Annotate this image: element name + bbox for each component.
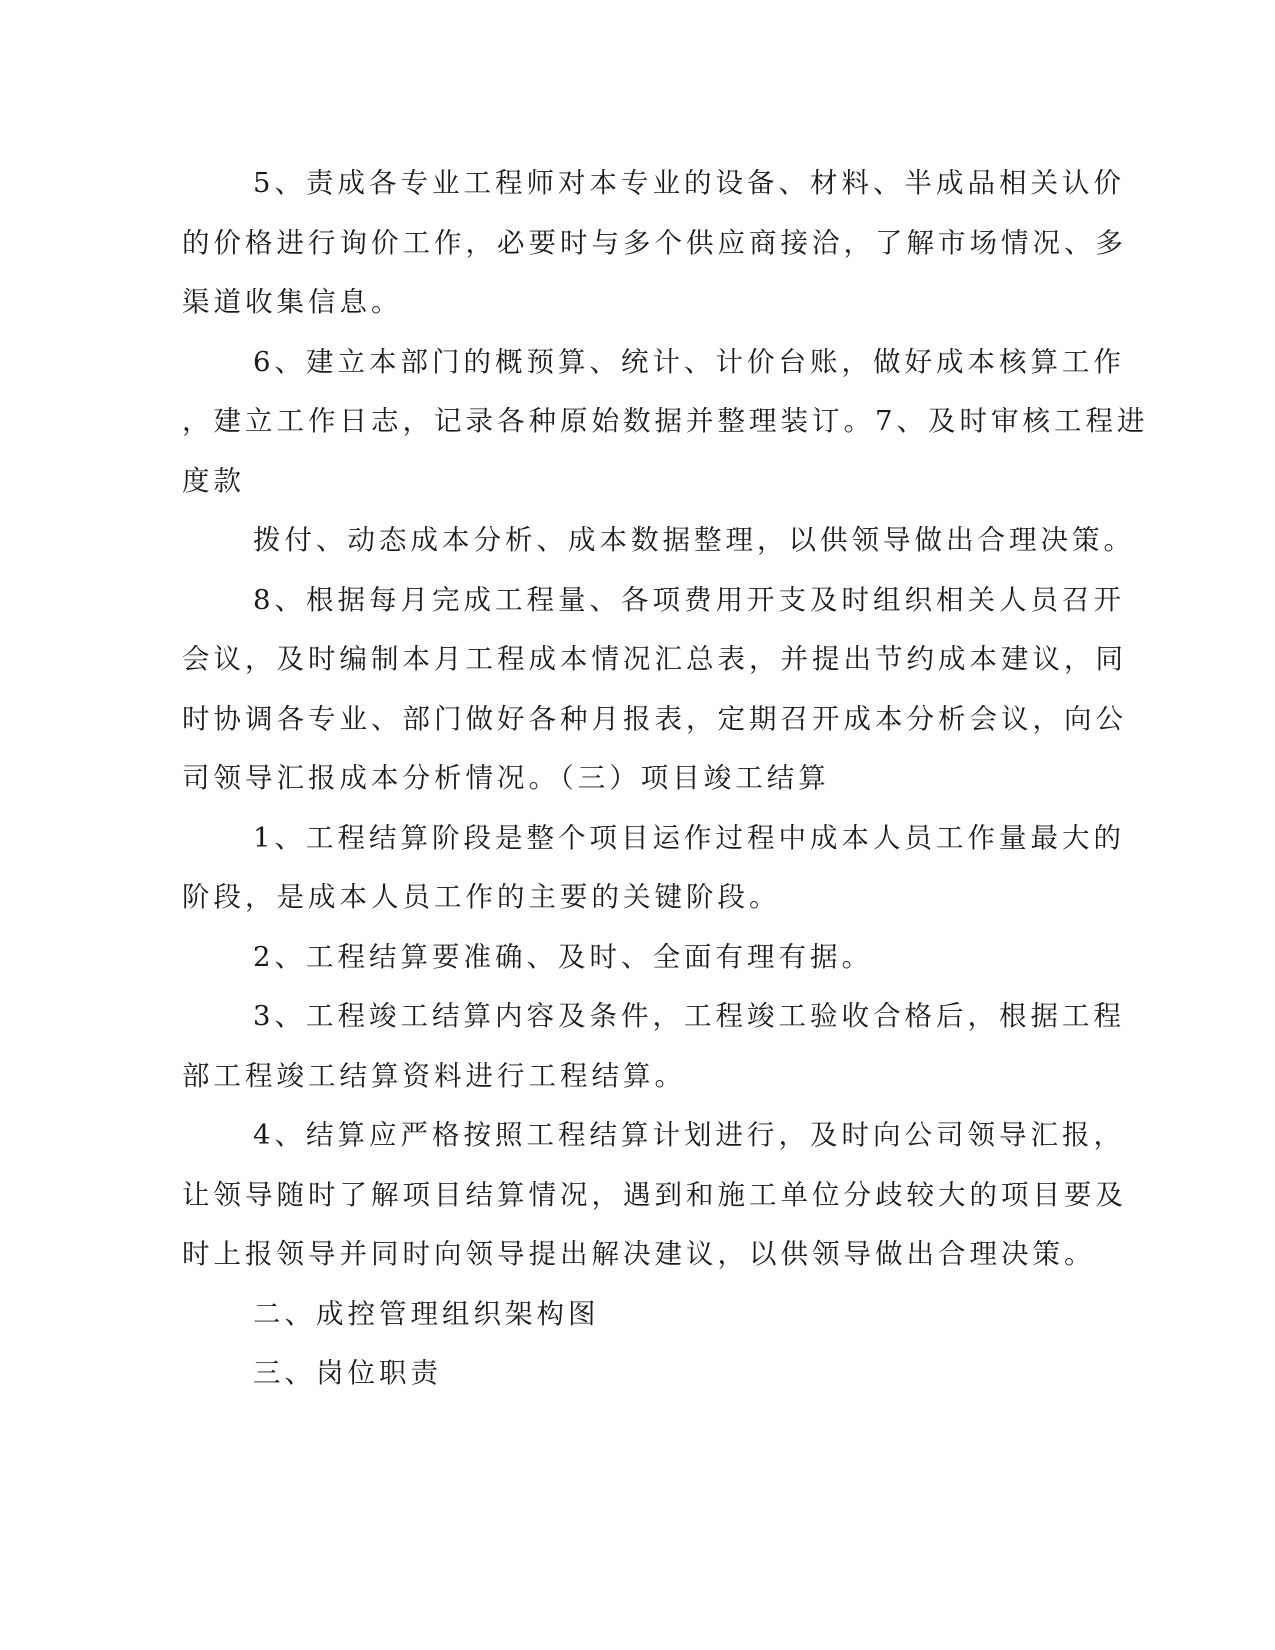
text-line: 时协调各专业、部门做好各种月报表，定期召开成本分析会议，向公 <box>182 702 1127 735</box>
text-line: 的价格进行询价工作，必要时与多个供应商接洽，了解市场情况、多 <box>182 226 1127 259</box>
text-line: 阶段，是成本人员工作的主要的关键阶段。 <box>182 881 781 913</box>
document-body <box>182 160 1149 1410</box>
text-line: 司领导汇报成本分析情况。（三）项目竣工结算 <box>182 762 830 794</box>
section-heading: 三、岗位职责 <box>253 1357 442 1389</box>
text-line: 拨付、动态成本分析、成本数据整理，以供领导做出合理决策。 <box>253 524 1135 556</box>
section-heading: 二、成控管理组织架构图 <box>253 1297 600 1330</box>
text-line: 3、工程竣工结算内容及条件，工程竣工验收合格后，根据工程 <box>253 1000 1125 1032</box>
text-line: 部工程竣工结算资料进行工程结算。 <box>182 1059 686 1092</box>
text-line: 5、责成各专业工程师对本专业的设备、材料、半成品相关认价 <box>253 167 1125 199</box>
text-line: 2、工程结算要准确、及时、全面有理有据。 <box>253 940 873 973</box>
text-line: ，建立工作日志，记录各种原始数据并整理装订。7、及时审核工程进 <box>182 405 1149 437</box>
text-line: 4、结算应严格按照工程结算计划进行，及时向公司领导汇报， <box>253 1119 1125 1151</box>
text-line: 8、根据每月完成工程量、各项费用开支及时组织相关人员召开 <box>253 583 1125 616</box>
text-line: 让领导随时了解项目结算情况，遇到和施工单位分歧较大的项目要及 <box>182 1178 1127 1211</box>
text-line: 会议，及时编制本月工程成本情况汇总表，并提出节约成本建议，同 <box>182 643 1127 675</box>
text-line: 度款 <box>182 464 245 497</box>
text-line: 时上报领导并同时向领导提出解决建议，以供领导做出合理决策。 <box>182 1238 1096 1270</box>
text-line: 1、工程结算阶段是整个项目运作过程中成本人员工作量最大的 <box>253 821 1125 854</box>
text-line: 渠道收集信息。 <box>182 286 403 318</box>
text-line: 6、建立本部门的概预算、统计、计价台账，做好成本核算工作 <box>253 345 1125 378</box>
